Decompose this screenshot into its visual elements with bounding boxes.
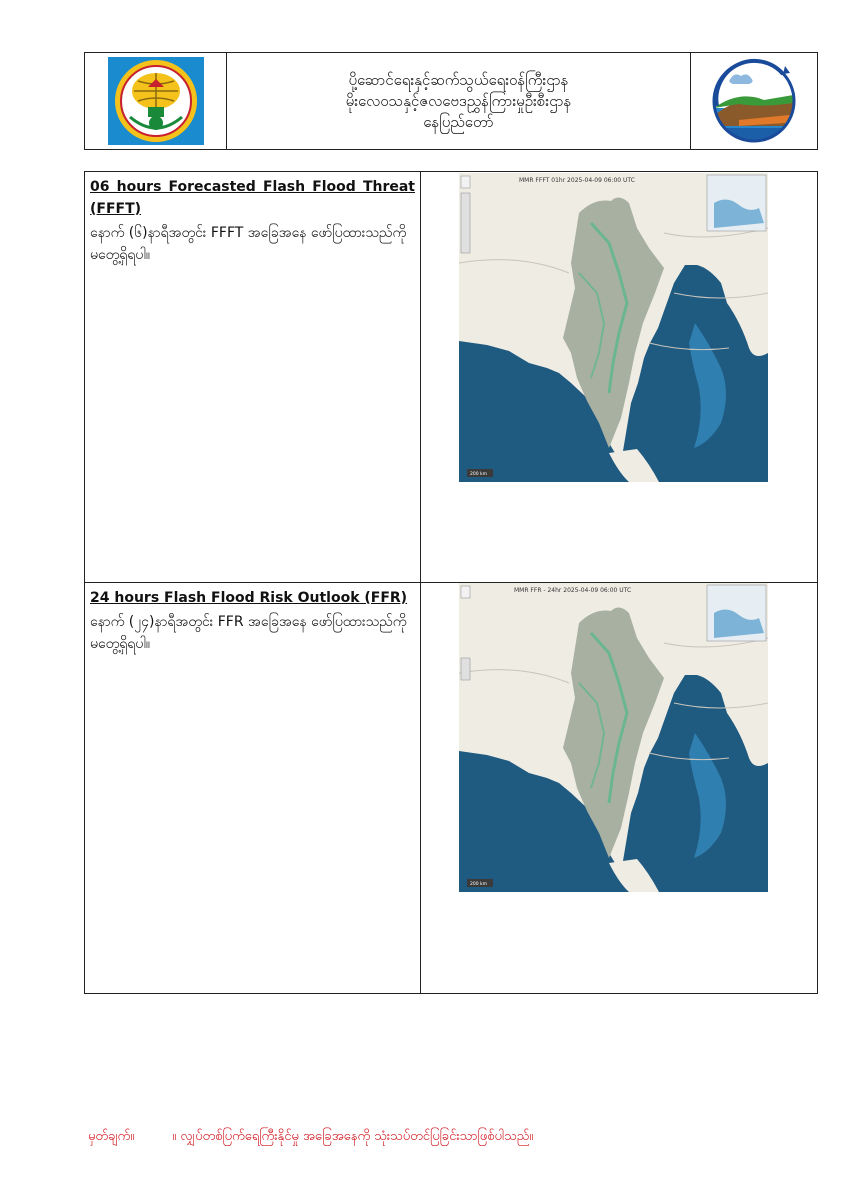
header-title-line-3: နေပြည်တော် [423, 112, 494, 131]
column-divider [420, 172, 421, 582]
ffr-map-scale: 200 km [470, 882, 488, 887]
ffr-map [459, 583, 768, 892]
ffr-body: နောက် (၂၄)နာရီအတွင်း FFR အခြေအနေ ဖော်ပြထားသည်ကို မတွေ့ရှိရပါ။ [90, 614, 407, 652]
ffr-text-cell [90, 587, 415, 655]
ministry-emblem-logo [108, 57, 204, 145]
header-title-line-2: မိုးလေဝသနှင့်ဇလဗေဒညွှန်ကြားမှုဦးစီးဌာန [345, 91, 572, 110]
column-divider [420, 583, 421, 993]
header-left-logo-cell [85, 53, 227, 149]
footer-note [88, 1128, 533, 1147]
footer-label: မှတ်ချက်။ [88, 1129, 135, 1144]
ffft-map [459, 173, 768, 482]
ffr-map-title: MMR FFR - 24hr 2025-04-09 06:00 UTC [514, 587, 632, 594]
ffft-heading: 06 hours Forecasted Flash Flood Threat (FFFT) [90, 179, 415, 217]
header-title [227, 53, 691, 149]
hydrological-cycle-logo [709, 56, 799, 146]
ffft-text-cell [90, 176, 415, 266]
ffr-heading: 24 hours Flash Flood Risk Outlook (FFR) [90, 590, 408, 606]
ffft-body: နောက် (၆)နာရီအတွင်း FFFT အခြေအနေ ဖော်ပြထားသည်ကို မတွေ့ရှိရပါ။ [90, 225, 407, 263]
ffft-map-scale: 200 km [470, 472, 488, 477]
content-table [84, 171, 818, 994]
header-title-line-1: ပို့ဆောင်ရေးနှင့်ဆက်သွယ်ရေးဝန်ကြီးဌာန [348, 70, 569, 89]
header-right-logo-cell [691, 53, 817, 149]
ffft-section [85, 172, 817, 583]
document-header [84, 52, 818, 150]
ffft-map-title: MMR FFFT 01hr 2025-04-09 06:00 UTC [519, 177, 635, 184]
ffr-section [85, 583, 817, 993]
footer-remark: ။ လျှပ်တစ်ပြက်ရေကြီးနိုင်မှု အခြေအနေကို သုံးသပ်တင်ပြခြင်းသာဖြစ်ပါသည်။ [172, 1129, 534, 1144]
